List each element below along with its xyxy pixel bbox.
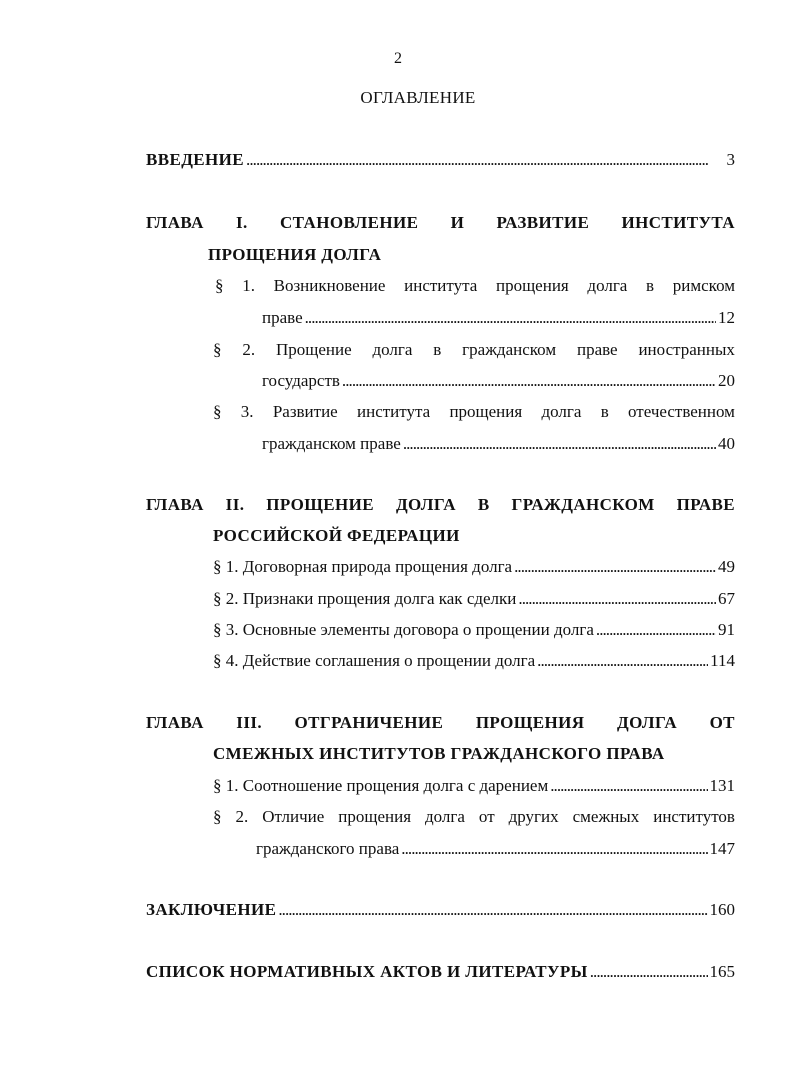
chapter-title-word: ГРАЖДАНСКОМ [511, 495, 655, 514]
chapter-2-section-1[interactable] [213, 556, 735, 578]
dot-leader [514, 556, 716, 578]
section-word: прощения [449, 402, 523, 421]
chapter-title-word: ПРОЩЕНИЕ [266, 495, 375, 514]
chapter-title-word: ГЛАВА [146, 495, 204, 514]
section-word: в [646, 276, 655, 295]
chapter-title-word: I. [236, 213, 248, 232]
chapter-3-section-2-line2[interactable] [256, 838, 735, 860]
chapter-title-word: РАЗВИТИЕ [496, 213, 590, 232]
dot-leader [403, 433, 716, 455]
section-page: 12 [718, 308, 735, 327]
section-page: 114 [710, 651, 735, 670]
chapter-title-word: ИНСТИТУТА [621, 213, 735, 232]
chapter-1-section-3-line2[interactable] [262, 433, 735, 455]
section-text: гражданском праве [262, 434, 401, 453]
toc-title: ОГЛАВЛЕНИЕ [360, 88, 476, 107]
section-word: долга [425, 807, 465, 826]
chapter-title-word: III. [236, 713, 262, 732]
section-word: прощения [495, 276, 569, 295]
chapter-title-word: ПРАВЕ [676, 495, 735, 514]
section-text: § 3. Основные элементы договора о прощении долга [213, 620, 594, 639]
toc-entry-bibliography[interactable] [146, 961, 735, 983]
section-word: 2. [235, 807, 249, 826]
section-word: долга [372, 340, 413, 359]
chapter-2-section-4[interactable] [213, 650, 735, 672]
section-word: прощения [338, 807, 412, 826]
chapter-1-section-1-line1[interactable] [215, 275, 735, 297]
chapter-title-word: ПРОЩЕНИЯ [475, 713, 585, 732]
section-word: долга [587, 276, 628, 295]
section-page: 91 [718, 620, 735, 639]
chapter-title-word: ДОЛГА [617, 713, 678, 732]
chapter-title-word: ГЛАВА [146, 213, 204, 232]
toc-entry-label: СПИСОК НОРМАТИВНЫХ АКТОВ И ЛИТЕРАТУРЫ [146, 962, 588, 981]
section-page: 40 [718, 434, 735, 453]
section-word: Возникновение [273, 276, 386, 295]
toc-entry-label: ВВЕДЕНИЕ [146, 150, 245, 169]
toc-entry-page: 160 [709, 900, 735, 919]
section-text: § 2. Признаки прощения долга как сделки [213, 589, 517, 608]
toc-entry-page: 3 [726, 150, 735, 169]
toc-entry-introduction[interactable] [146, 149, 735, 171]
section-page: 20 [718, 371, 735, 390]
chapter-title-word: II. [225, 495, 245, 514]
section-word: § [213, 340, 222, 359]
chapter-2-title-line1[interactable] [146, 494, 735, 516]
dot-leader [550, 775, 707, 797]
section-word: Отличие [262, 807, 325, 826]
dot-leader [518, 588, 716, 610]
section-word: § [213, 402, 222, 421]
chapter-1-title-line2: ПРОЩЕНИЯ ДОЛГА [208, 245, 382, 264]
dot-leader [401, 838, 707, 860]
section-word: 3. [240, 402, 254, 421]
section-page: 67 [718, 589, 735, 608]
dot-leader [305, 307, 716, 329]
toc-entry-page: 165 [709, 962, 735, 981]
section-word: иностранных [638, 340, 735, 359]
section-word: института [404, 276, 478, 295]
chapter-3-section-2-line1[interactable] [213, 806, 735, 828]
section-word: отечественном [628, 402, 735, 421]
dot-leader [342, 370, 716, 392]
dot-leader [278, 899, 707, 921]
dot-leader [596, 619, 716, 641]
toc-entry-conclusion[interactable] [146, 899, 735, 921]
section-word: 1. [242, 276, 255, 295]
dot-leader [590, 961, 708, 983]
chapter-3-title-line2: СМЕЖНЫХ ИНСТИТУТОВ ГРАЖДАНСКОГО ПРАВА [213, 744, 665, 763]
chapter-title-word: ОТ [709, 713, 735, 732]
section-text: гражданского права [256, 839, 400, 858]
chapter-title-word: СТАНОВЛЕНИЕ [279, 213, 419, 232]
chapter-1-section-2-line2[interactable] [262, 370, 735, 392]
dot-leader [537, 650, 708, 672]
chapter-title-word: В [477, 495, 490, 514]
section-text: государств [262, 371, 340, 390]
section-word: институтов [653, 807, 735, 826]
chapter-3-section-1[interactable] [213, 775, 735, 797]
section-word: от [478, 807, 495, 826]
chapter-1-section-3-line1[interactable] [213, 401, 735, 423]
chapter-2-title-line2: РОССИЙСКОЙ ФЕДЕРАЦИИ [213, 526, 460, 545]
section-word: смежных [572, 807, 640, 826]
section-word: праве [576, 340, 618, 359]
dot-leader [246, 149, 724, 171]
chapter-3-title-line1[interactable] [146, 712, 735, 734]
toc-entry-label: ЗАКЛЮЧЕНИЕ [146, 900, 277, 919]
section-text: праве [262, 308, 303, 327]
section-word: долга [541, 402, 582, 421]
section-word: 2. [242, 340, 256, 359]
chapter-title-word: ДОЛГА [395, 495, 456, 514]
section-word: § [215, 276, 224, 295]
chapter-1-section-2-line1[interactable] [213, 339, 735, 361]
chapter-title-word: ГЛАВА [146, 713, 204, 732]
chapter-1-section-1-line2[interactable] [262, 307, 735, 329]
section-word: в [600, 402, 609, 421]
section-word: римском [672, 276, 735, 295]
section-word: Развитие [272, 402, 338, 421]
section-page: 131 [709, 776, 735, 795]
chapter-2-section-3[interactable] [213, 619, 735, 641]
section-word: гражданском [462, 340, 557, 359]
section-text: § 4. Действие соглашения о прощении долга [213, 651, 536, 670]
section-word: § [213, 807, 222, 826]
section-word: в [433, 340, 442, 359]
section-text: § 1. Соотношение прощения долга с дарением [213, 776, 549, 795]
chapter-title-word: ОТГРАНИЧЕНИЕ [294, 713, 444, 732]
section-word: других [508, 807, 559, 826]
chapter-1-title-line1[interactable] [146, 212, 735, 234]
section-word: Прощение [275, 340, 352, 359]
page-number: 2 [394, 50, 402, 67]
chapter-2-section-2[interactable] [213, 588, 735, 610]
section-page: 147 [709, 839, 735, 858]
chapter-title-word: И [450, 213, 465, 232]
section-page: 49 [718, 557, 735, 576]
section-text: § 1. Договорная природа прощения долга [213, 557, 513, 576]
section-word: института [357, 402, 431, 421]
